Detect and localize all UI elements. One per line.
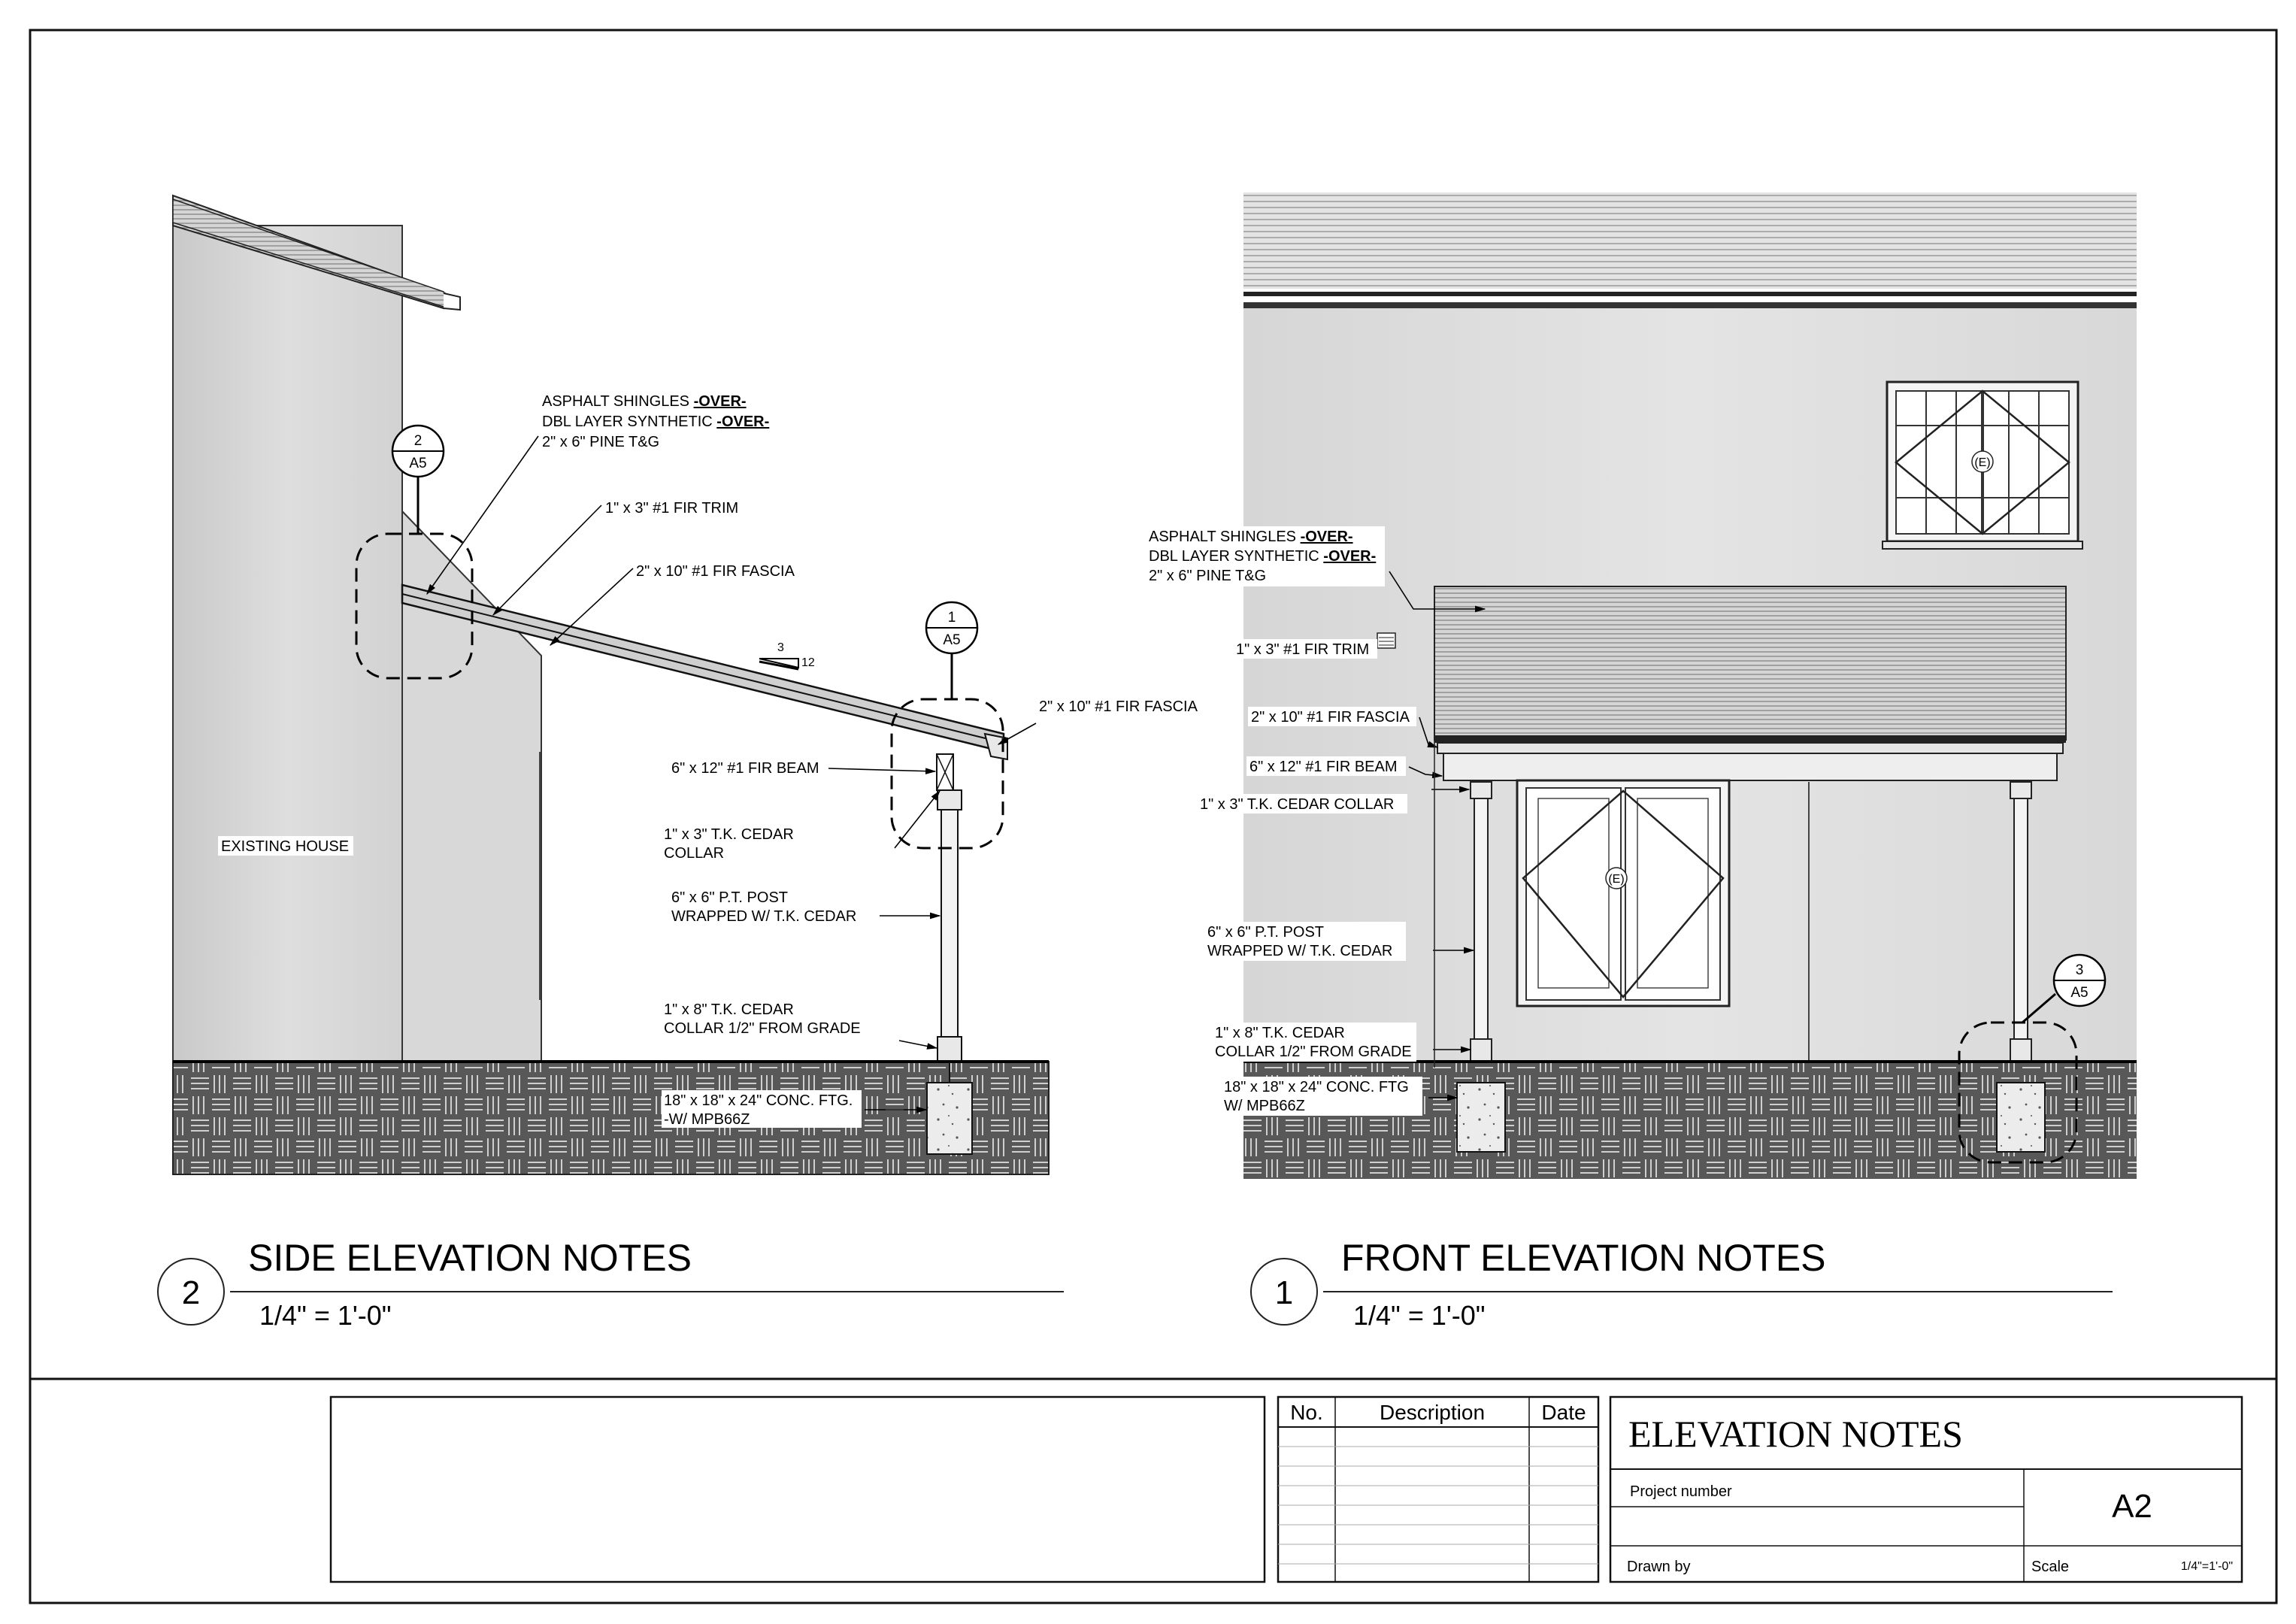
callout-sheet: A5 bbox=[409, 456, 427, 471]
front-note-base-2: COLLAR 1/2" FROM GRADE bbox=[1215, 1044, 1412, 1060]
side-elevation bbox=[158, 195, 1198, 1331]
note-base-2: COLLAR 1/2" FROM GRADE bbox=[664, 1020, 861, 1037]
pitch-rise: 3 bbox=[777, 641, 784, 654]
callout-sheet: A5 bbox=[2070, 985, 2089, 1001]
front-note-footing-2: W/ MPB66Z bbox=[1224, 1098, 1305, 1114]
view-number: 1 bbox=[1274, 1274, 1294, 1311]
note-footing-2: -W/ MPB66Z bbox=[664, 1111, 750, 1128]
sheet-title: ELEVATION NOTES bbox=[1628, 1413, 1963, 1455]
front-note-post-2: WRAPPED W/ T.K. CEDAR bbox=[1207, 943, 1393, 959]
front-footing-right bbox=[1997, 1083, 2045, 1152]
sheet-number: A2 bbox=[2112, 1488, 2152, 1525]
collar-top bbox=[937, 790, 962, 810]
note-roof-2: DBL LAYER SYNTHETIC -OVER- bbox=[542, 414, 770, 430]
front-porch-roof bbox=[1434, 586, 2066, 740]
front-elevation-title: FRONT ELEVATION NOTES bbox=[1341, 1237, 1826, 1279]
existing-house-wall bbox=[173, 226, 402, 1062]
title-block bbox=[1610, 1397, 2242, 1582]
note-post-2: WRAPPED W/ T.K. CEDAR bbox=[671, 908, 857, 925]
callout-number: 1 bbox=[947, 610, 956, 626]
front-post-right bbox=[2014, 798, 2028, 1039]
upper-window bbox=[1883, 382, 2082, 549]
scale-value: 1/4"=1'-0" bbox=[2180, 1560, 2233, 1573]
note-fascia-b: 2" x 10" #1 FIR FASCIA bbox=[1039, 698, 1198, 715]
front-footing-left bbox=[1457, 1083, 1505, 1152]
post bbox=[941, 810, 958, 1037]
note-post-1: 6" x 6" P.T. POST bbox=[671, 889, 788, 906]
front-elevation-scale: 1/4" = 1'-0" bbox=[1353, 1300, 1486, 1331]
front-elevation bbox=[1146, 192, 2137, 1331]
front-note-roof-1: ASPHALT SHINGLES -OVER- bbox=[1149, 529, 1353, 545]
window-tag: (E) bbox=[1974, 456, 1991, 469]
note-roof-1: ASPHALT SHINGLES -OVER- bbox=[542, 393, 747, 410]
front-note-beam: 6" x 12" #1 FIR BEAM bbox=[1249, 759, 1398, 775]
door-tag: (E) bbox=[1608, 873, 1625, 886]
callout-sheet: A5 bbox=[943, 632, 961, 648]
note-roof-3: 2" x 6" PINE T&G bbox=[542, 434, 660, 450]
note-footing-1: 18" x 18" x 24" CONC. FTG. bbox=[664, 1092, 853, 1109]
front-note-post-1: 6" x 6" P.T. POST bbox=[1207, 924, 1324, 941]
detail-callout-1[interactable] bbox=[926, 602, 977, 699]
front-note-base-1: 1" x 8" T.K. CEDAR bbox=[1215, 1025, 1345, 1041]
revision-table bbox=[1278, 1397, 1598, 1582]
scale-label: Scale bbox=[2031, 1559, 2070, 1575]
pitch-symbol bbox=[759, 641, 815, 669]
note-fascia-a: 2" x 10" #1 FIR FASCIA bbox=[636, 563, 795, 580]
callout-number: 3 bbox=[2075, 962, 2084, 978]
pitch-run: 12 bbox=[801, 656, 815, 669]
rev-header-no: No. bbox=[1290, 1401, 1323, 1424]
front-fascia bbox=[1437, 743, 2063, 753]
rev-header-date: Date bbox=[1541, 1401, 1586, 1424]
side-elevation-title: SIDE ELEVATION NOTES bbox=[248, 1237, 692, 1279]
side-elevation-scale: 1/4" = 1'-0" bbox=[259, 1300, 392, 1331]
note-trim: 1" x 3" #1 FIR TRIM bbox=[605, 500, 739, 517]
footing bbox=[927, 1083, 972, 1154]
note-collar-2: COLLAR bbox=[664, 845, 725, 862]
upper-siding bbox=[1243, 192, 2137, 289]
front-beam bbox=[1443, 753, 2057, 780]
note-collar-1: 1" x 3" T.K. CEDAR bbox=[664, 826, 794, 843]
collar-base bbox=[937, 1037, 962, 1062]
front-note-collar: 1" x 3" T.K. CEDAR COLLAR bbox=[1200, 796, 1395, 813]
front-note-roof-3: 2" x 6" PINE T&G bbox=[1149, 568, 1267, 584]
front-note-roof-2: DBL LAYER SYNTHETIC -OVER- bbox=[1149, 548, 1377, 565]
note-beam: 6" x 12" #1 FIR BEAM bbox=[671, 760, 819, 777]
view-number: 2 bbox=[181, 1274, 201, 1311]
label-existing-house: EXISTING HOUSE bbox=[221, 838, 350, 855]
note-base-1: 1" x 8" T.K. CEDAR bbox=[664, 1001, 794, 1018]
front-note-trim: 1" x 3" #1 FIR TRIM bbox=[1236, 641, 1370, 658]
front-note-footing-1: 18" x 18" x 24" CONC. FTG bbox=[1224, 1079, 1409, 1095]
french-door bbox=[1517, 780, 1729, 1006]
ground-pavers bbox=[173, 1062, 1049, 1174]
drawn-by-label: Drawn by bbox=[1627, 1559, 1691, 1575]
callout-number: 2 bbox=[413, 433, 423, 449]
rev-header-description: Description bbox=[1379, 1401, 1486, 1424]
front-post-left bbox=[1474, 798, 1488, 1039]
project-number-label: Project number bbox=[1630, 1483, 1732, 1500]
notes-box bbox=[331, 1397, 1265, 1582]
front-note-fascia: 2" x 10" #1 FIR FASCIA bbox=[1251, 709, 1410, 726]
